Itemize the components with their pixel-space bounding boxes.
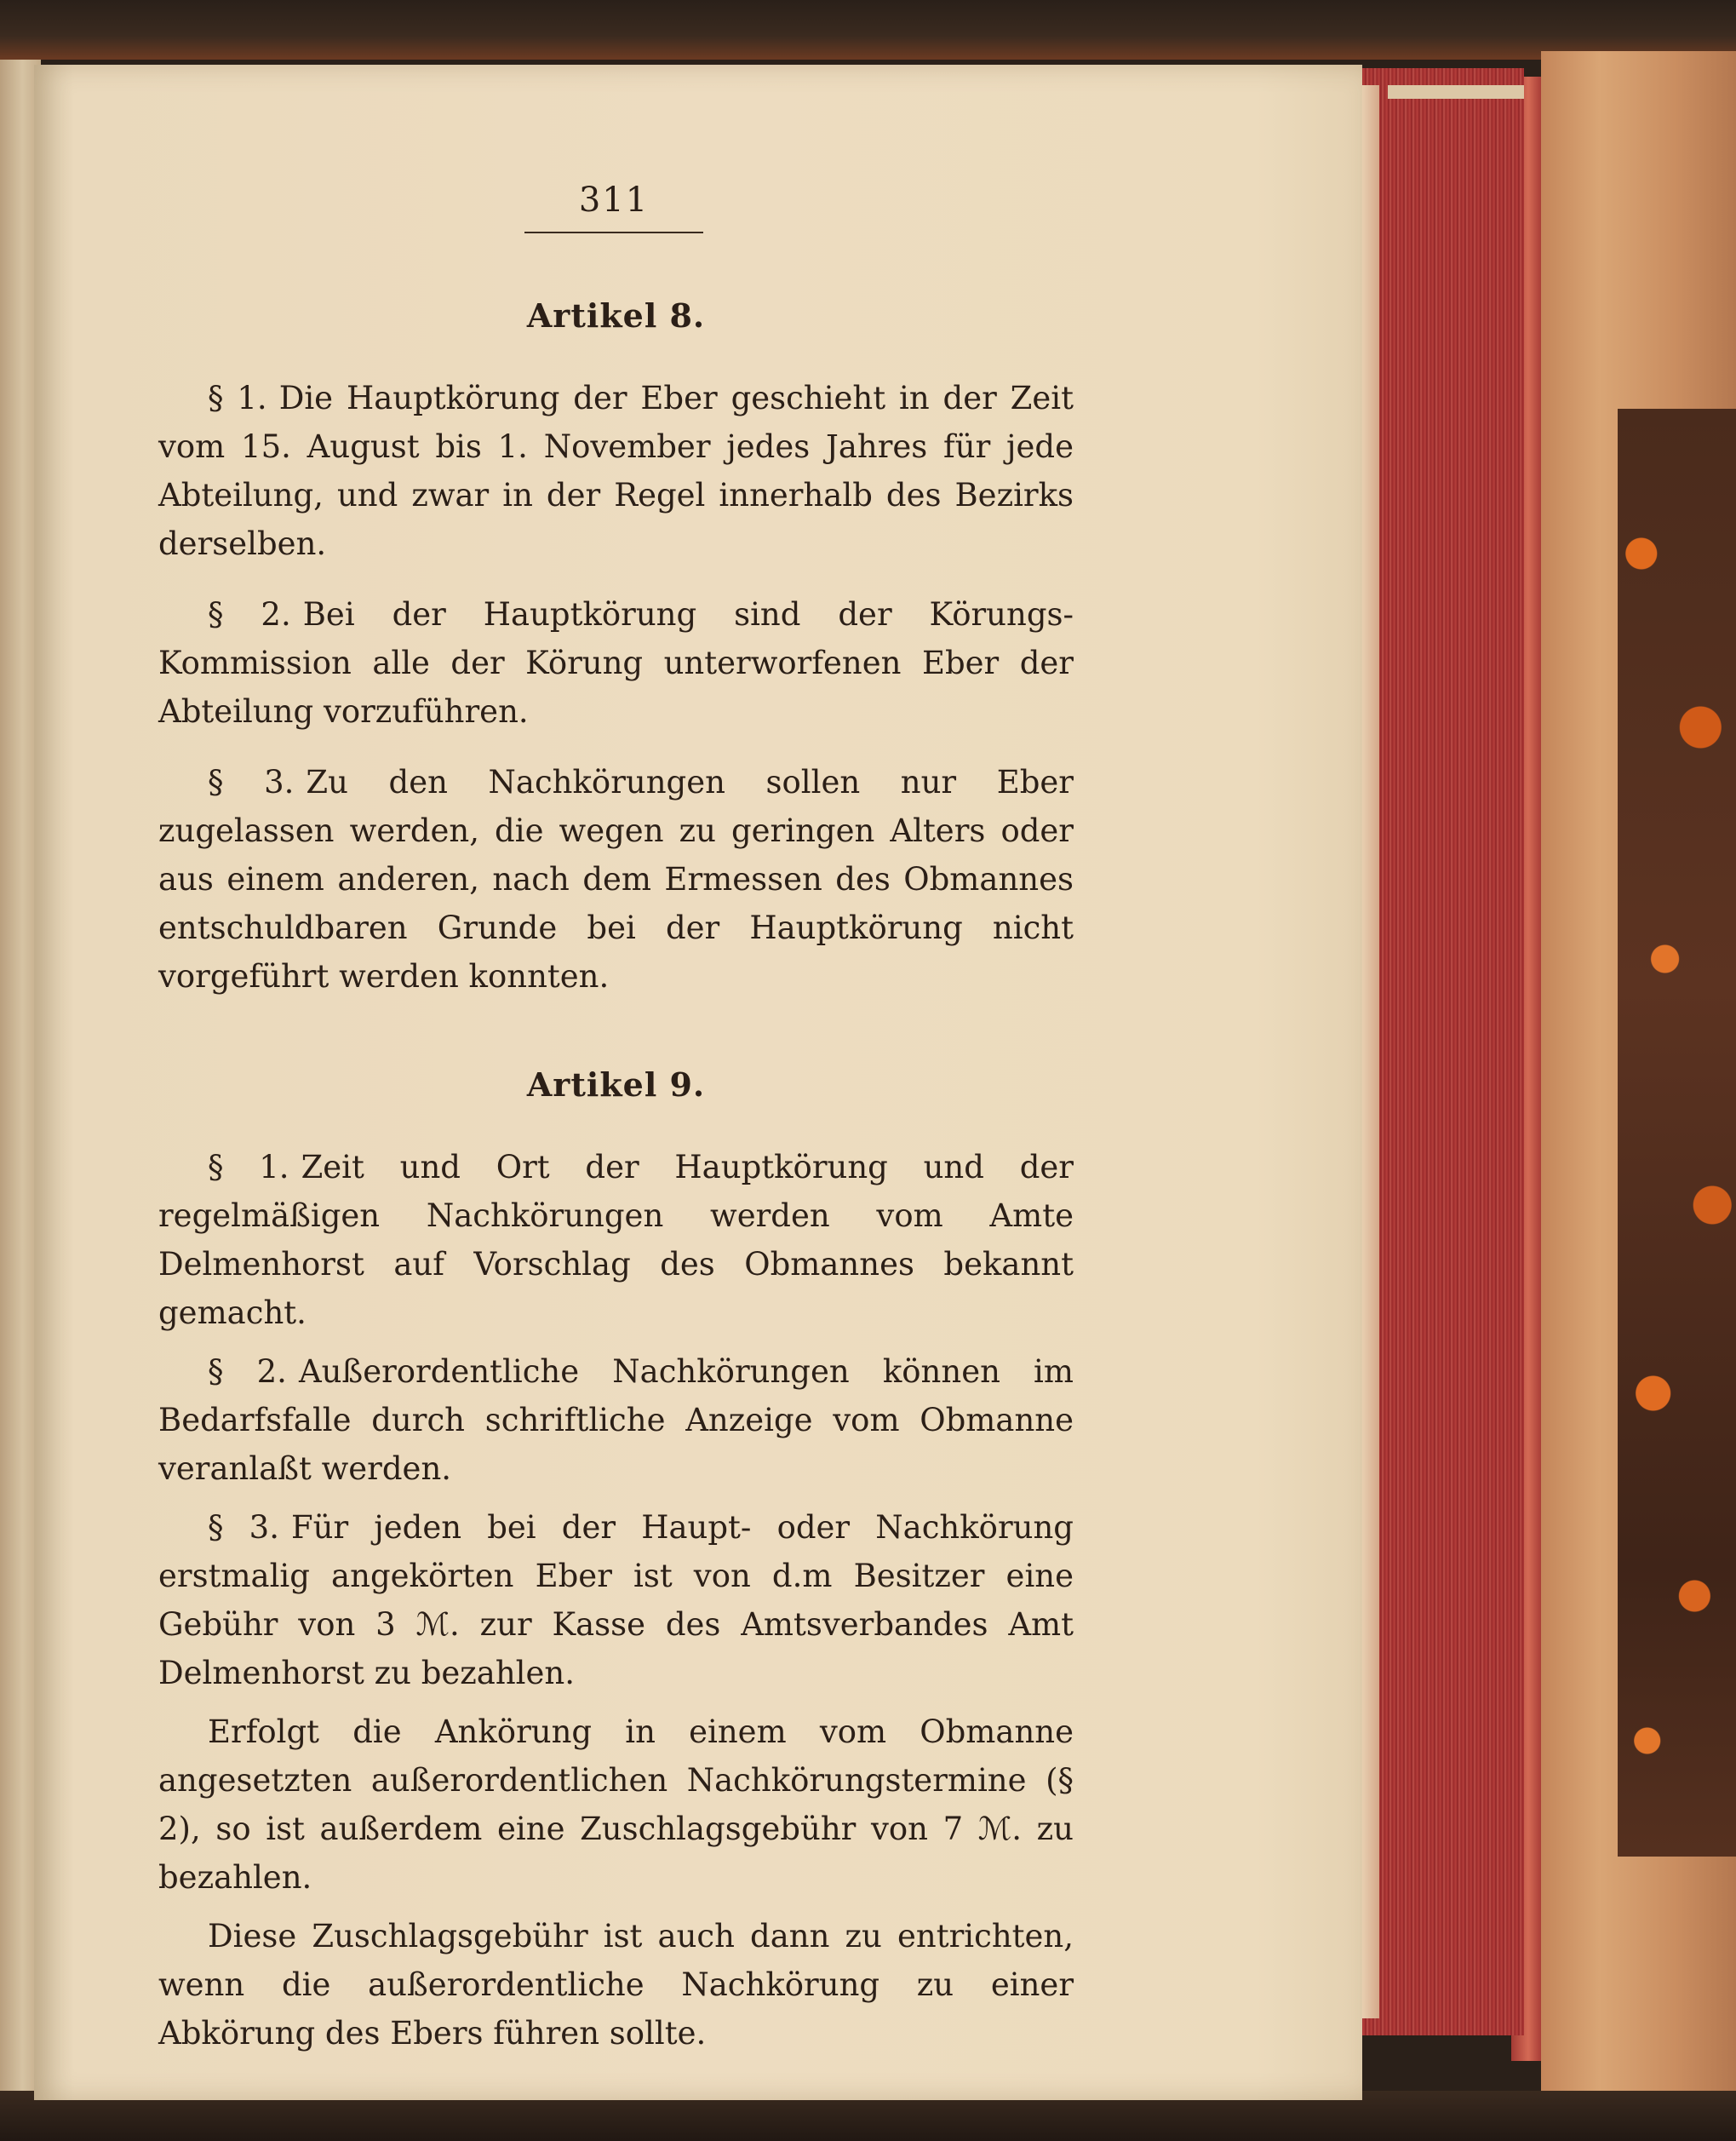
paragraph <box>158 374 1074 568</box>
section-number: § 3. <box>208 764 295 801</box>
article-heading: Artikel 8. <box>526 296 706 335</box>
article-8 <box>158 291 1074 1001</box>
paragraph <box>158 1347 1074 1493</box>
paragraph-text: Zu den Nachkörungen sollen nur Eber zugelassen werden, die wegen zu geringen Alters oder aus einem anderen, nach dem Ermessen des Obmannes entschuldbaren Grunde bei der Hauptkörung nicht vorgeführt werden konnten. <box>158 764 1074 995</box>
article-heading: Artikel 9. <box>526 1065 706 1104</box>
page-edge-highlight <box>1362 85 1379 2018</box>
section-number: § 2. <box>208 596 291 633</box>
page-number: 311 <box>578 181 650 220</box>
paragraph-text: Die Hauptkörung der Eber geschieht in der Zeit vom 15. August bis 1. November jedes Jahres für jede Abteilung, und zwar in der Regel innerhalb des Bezirks derselben. <box>158 380 1074 562</box>
paragraph-text: Bei der Hauptkörung sind der Körungs-Kommission alle der Körung unterworfenen Eber der Abteilung vorzuführen. <box>158 596 1074 730</box>
section-number: § 1. <box>208 380 267 416</box>
paragraph-text: Zeit und Ort der Hauptkörung und der regelmäßigen Nachkörungen werden vom Amte Delmenhorst auf Vorschlag des Obmannes bekannt gemacht. <box>158 1149 1074 1331</box>
paragraph-text: Außerordentliche Nachkörungen können im Bedarfsfalle durch schriftliche Anzeige vom Obmanne veranlaßt werden. <box>158 1353 1074 1487</box>
paragraph <box>158 1503 1074 1697</box>
paragraph-text: Erfolgt die Ankörung in einem vom Obmanne angesetzten außerordentlichen Nachkörungstermine (§ 2), so ist außerdem eine Zuschlagsgebühr von 7 ℳ. zu bezahlen. <box>158 1713 1074 1896</box>
article-9 <box>158 1060 1074 2058</box>
paragraph <box>158 1912 1074 2058</box>
paragraph <box>158 1708 1074 1902</box>
red-page-edges <box>1354 68 1524 2035</box>
marbled-cover-panel <box>1618 409 1736 1857</box>
paragraph-text: Für jeden bei der Haupt- oder Nachkörung erstmalig angekörten Eber ist von d.m Besitzer eine Gebühr von 3 ℳ. zur Kasse des Amtsverbandes Amt Delmenhorst zu bezahlen. <box>158 1509 1074 1691</box>
page-edge-top <box>1388 85 1524 99</box>
paragraph <box>158 758 1074 1001</box>
section-number: § 3. <box>208 1509 279 1546</box>
paragraph <box>158 1143 1074 1337</box>
text-block <box>158 170 1074 2058</box>
section-number: § 2. <box>208 1353 287 1390</box>
paragraph-text: Diese Zuschlagsgebühr ist auch dann zu entrichten, wenn die außerordentliche Nachkörung zu einer Abkörung des Ebers führen sollte. <box>158 1918 1074 2052</box>
section-number: § 1. <box>208 1149 289 1185</box>
paragraph <box>158 590 1074 736</box>
background-top <box>0 0 1736 60</box>
